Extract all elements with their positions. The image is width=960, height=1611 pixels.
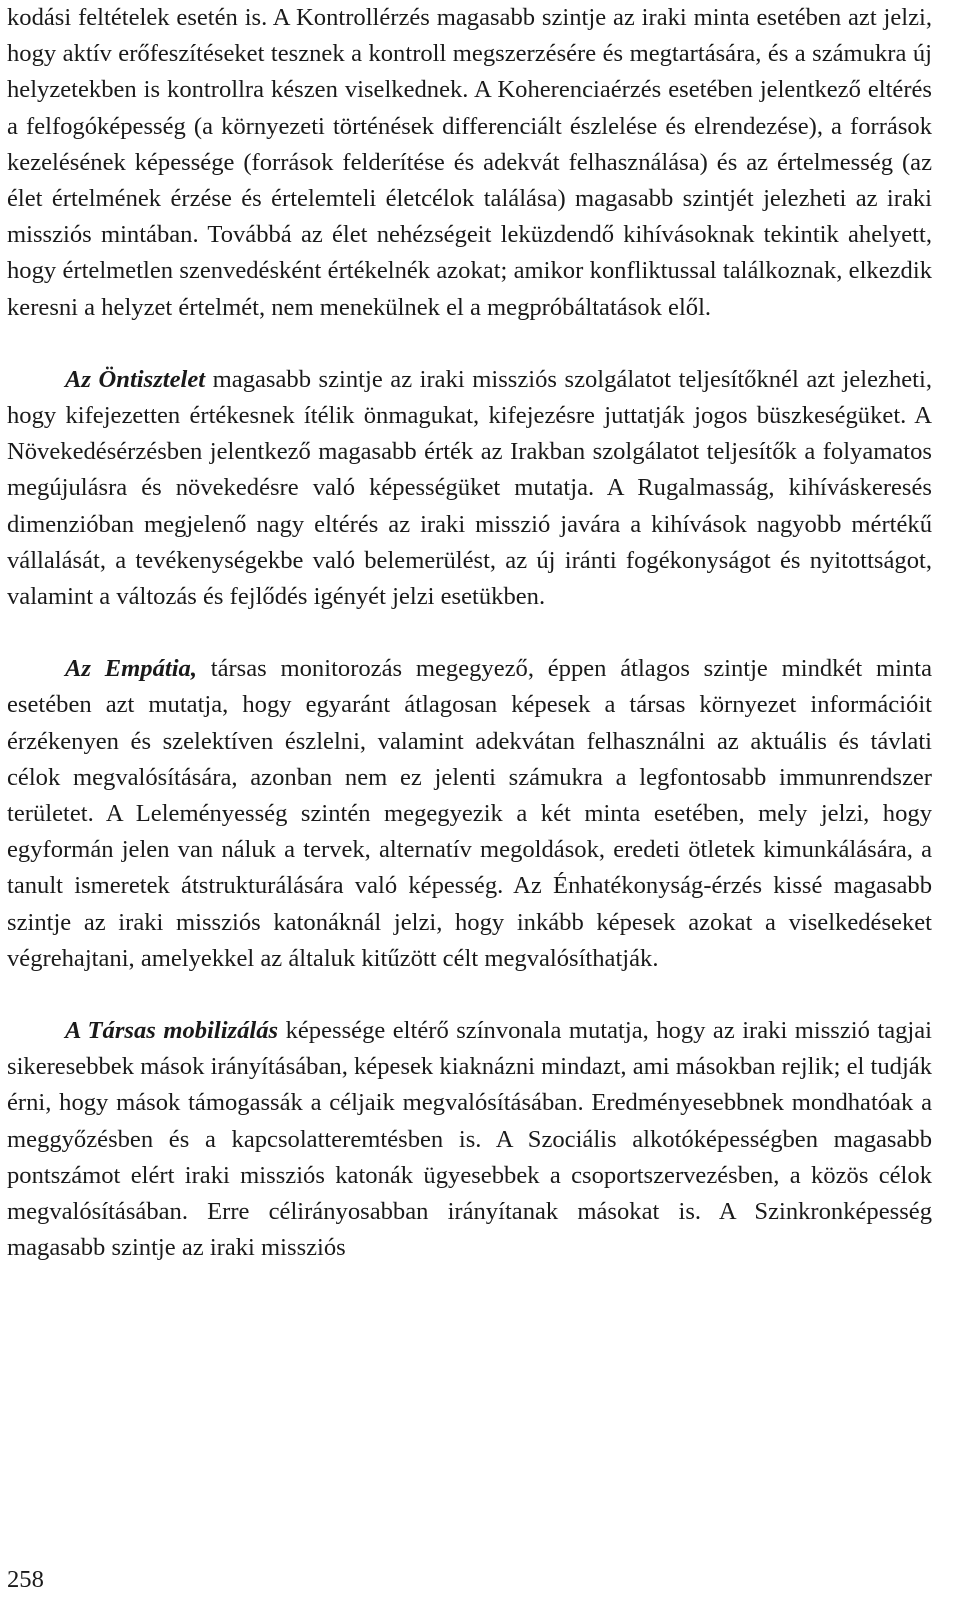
paragraph-1 xyxy=(7,0,932,326)
paragraph-2 xyxy=(7,362,932,615)
paragraph-3-lead: Az Empátia, xyxy=(65,655,197,683)
paragraph-4-text: képessége eltérő színvonala mutatja, hogy az iraki misszió tagjai sikeresebbek mások irányításában, képesek kiaknázni mindazt, ami másokban rejlik; el tudják érni, hogy mások támogassák a céljaik megvalósításában. Eredményesebbnek mondhatóak a meggyőzésben és a kapcsolatteremtésben is. A Szociális alkotóképességben magasabb pontszámot elért iraki missziós katonák ügyesebbek a csoportszervezésben, a közös célok megvalósításában. Erre célirányosabban irányítanak másokat is. A Szinkronképesség magasabb szintje az iraki missziós xyxy=(7,1017,932,1262)
paragraph-4 xyxy=(7,1013,932,1266)
paragraph-2-text: magasabb szintje az iraki missziós szolgálatot teljesítőknél azt jelezheti, hogy kifejezetten értékesnek ítélik önmagukat, kifejezésre juttatják jogos büszkeségüket. A Növekedésérzésben jelentkező magasabb érték az Irakban szolgálatot teljesítők a folyamatos megújulásra és növekedésre való képességüket mutatja. A Rugalmasság, kihíváskeresés dimenzióban megjelenő nagy eltérés az iraki misszió javára a kihívások nagyobb mértékű vállalását, a tevékenységekbe való belemerülést, az új iránti fogékonyságot és nyitottságot, valamint a változás és fejlődés igényét jelzi esetükben. xyxy=(7,365,933,611)
paragraph-2-lead: Az Öntisztelet xyxy=(65,365,206,393)
page-number: 258 xyxy=(7,1566,44,1593)
paragraph-4-lead: A Társas mobilizálás xyxy=(65,1017,279,1045)
paragraph-3-text: társas monitorozás megegyező, éppen átlagos szintje mindkét minta esetében azt mutatja, hogy egyaránt átlagosan képesek a társas környezet információit érzékenyen és szelektíven észlelni, valamint adekvátan felhasználni az aktuális és távlati célok megvalósítására, azonban nem ez jelenti számukra a legfontosabb immunrendszer területet. A Leleményesség szintén megegyezik a két minta esetében, mely jelzi, hogy egyformán jelen van náluk a tervek, alternatív megoldások, eredeti ötletek kimunkálására, a tanult ismeretek átstrukturálására való képesség. Az Énhatékonyság-érzés kissé magasabb szintje az iraki missziós katonáknál jelzi, hogy inkább képesek azokat a viselkedéseket végrehajtani, amelyekkel az általuk kitűzött célt megvalósíthatják. xyxy=(7,655,932,972)
paragraph-3 xyxy=(7,651,932,977)
document-page xyxy=(7,0,932,1267)
paragraph-1-text: kodási feltételek esetén is. A Kontrollérzés magasabb szintje az iraki minta esetében azt jelzi, hogy aktív erőfeszítéseket tesznek a kontroll megszerzésére és megtartására, és a számukra új helyzetekben is kontrollra készen viselkednek. A Koherenciaérzés esetében jelentkező eltérés a felfogóképesség (a környezeti történések differenciált észlelése és elrendezése), a források kezelésének képessége (források felderítése és adekvát felhasználása) és az értelmesség (az élet értelmének érzése és értelemteli életcélok találása) magasabb szintjét jelezheti az iraki missziós mintában. Továbbá az élet nehézségeit leküzdendő kihívásoknak tekintik ahelyett, hogy értelmetlen szenvedésként értékelnék azokat; amikor konfliktussal találkoznak, elkezdik keresni a helyzet értelmét, nem menekülnek el a megpróbáltatások elől. xyxy=(7,4,932,321)
